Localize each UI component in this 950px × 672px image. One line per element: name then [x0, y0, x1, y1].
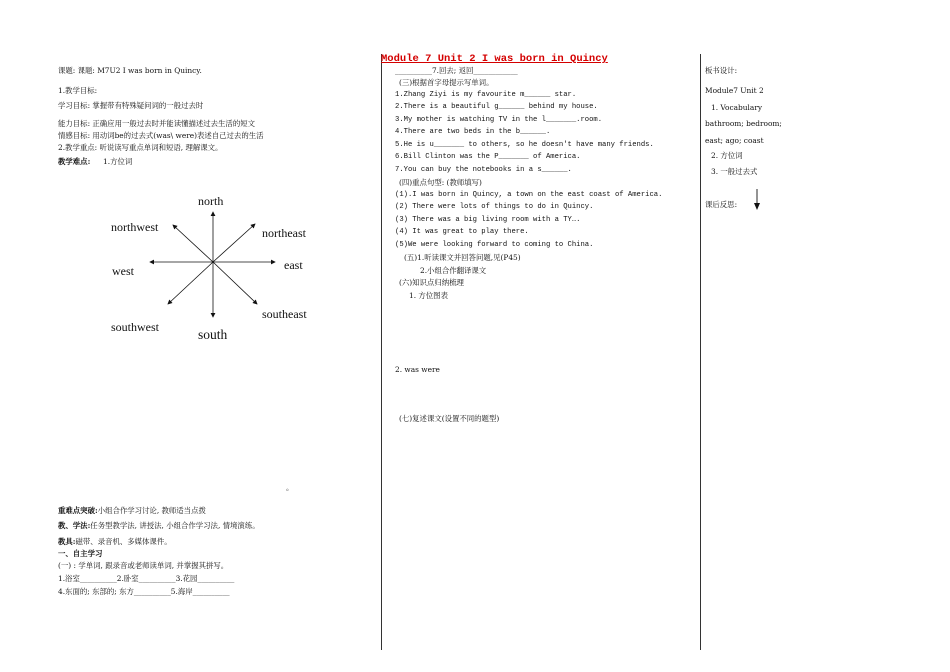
board-vocab-line-2: east; ago; coast — [705, 136, 764, 145]
compass-north: north — [198, 194, 224, 208]
section-listen: (五)1.听读课文并回答问题,见(P45) — [404, 253, 521, 262]
vocab-row-1: 1.浴室__________2.卧室__________3.花园__________ — [58, 574, 235, 583]
compass-northwest: northwest — [111, 220, 159, 234]
fill-item-3: 3.My mother is watching TV in the l_______.room. — [395, 116, 603, 124]
compass-southwest: southwest — [111, 320, 159, 334]
section-translate: 2.小组合作翻译课文 — [420, 266, 487, 275]
difficulty-label: 教学难点: — [58, 157, 91, 166]
board-point-2: 2. 方位词 — [711, 151, 743, 160]
board-point-3: 3. 一般过去式 — [711, 167, 758, 176]
goals-heading: 1.教学目标: — [58, 86, 98, 95]
arrow-northwest — [173, 225, 213, 262]
method-line — [58, 521, 260, 530]
sentence-2: (2) There were lots of things to do in Quincy. — [395, 203, 594, 211]
section-self-study: 一、自主学习 — [58, 549, 103, 558]
breakthrough-text: 小组合作学习讨论, 教师适当点拨 — [97, 506, 206, 515]
goal-ability: 能力目标: 正确应用一般过去时并能读懂描述过去生活的短文 — [58, 119, 255, 128]
page-title: Module 7 Unit 2 I was born in Quincy — [381, 53, 608, 65]
difficulty-line — [58, 157, 132, 166]
fill-item-2: 2.There is a beautiful g______ behind my house. — [395, 103, 598, 111]
tools-text: 磁带、录音机、多媒体课件。 — [75, 537, 172, 546]
fill-item-6: 6.Bill Clinton was the P_______ of America. — [395, 153, 581, 161]
method-text: 任务型教学法, 讲授法, 小组合作学习法, 情境演练。 — [90, 521, 260, 530]
vocab-line-7: __________7.回去; 返回____________ — [395, 66, 518, 75]
key-points: 2.教学重点: 听说读写重点单词和短语, 理解课文。 — [58, 143, 223, 152]
fill-item-4: 4.There are two beds in the b______. — [395, 128, 551, 136]
tools-label: 教具: — [58, 537, 76, 546]
section-sentences-heading: (四)重点句型: (教师填写) — [399, 178, 482, 187]
section-fill-heading: (三)根据首字母提示写单词。 — [399, 78, 494, 87]
compass-northeast: northeast — [262, 226, 306, 240]
fill-item-7: 7.You can buy the notebooks in a s______. — [395, 166, 572, 174]
goal-study: 学习目标: 掌握带有特殊疑问词的一般过去时 — [58, 101, 204, 110]
sentence-3: (3) There was a big living room with a TY…. — [395, 216, 581, 224]
board-design-heading: 板书设计: — [705, 66, 738, 75]
compass-west: west — [112, 264, 134, 278]
section-summary: (六)知识点归纳梳理 — [399, 278, 464, 287]
down-arrow-icon — [753, 189, 761, 211]
board-unit: Module7 Unit 2 — [705, 86, 764, 95]
compass-south: south — [198, 327, 228, 342]
task-vocab: (一) : 学单词, 跟录音或老师读单词, 并掌握其拼写。 — [58, 561, 229, 570]
fill-item-5: 5.He is u_______ to others, so he doesn't have many friends. — [395, 141, 654, 149]
sentence-1: (1).I was born in Quincy, a town on the east coast of America. — [395, 191, 663, 199]
arrow-southeast — [213, 262, 257, 304]
sentence-4: (4) It was great to play there. — [395, 228, 529, 236]
sentence-5: (5)We were looking forward to coming to China. — [395, 241, 594, 249]
vocab-row-2: 4.东面的; 东部的; 东方__________5.海岸__________ — [58, 587, 230, 596]
difficulty-text: 1.方位词 — [103, 157, 133, 166]
stray-dot: 。 — [286, 483, 294, 492]
goal-emotion: 情感目标: 用动词be的过去式(was\ were)表述自己过去的生活 — [58, 131, 264, 140]
board-vocab-heading: 1. Vocabulary — [711, 103, 763, 112]
breakthrough-line — [58, 506, 206, 515]
summary-item-1: 1. 方位图表 — [409, 291, 448, 300]
method-label: 教、学法: — [58, 521, 91, 530]
lesson-topic: 课题: 课题: M7U2 I was born in Quincy. — [58, 66, 202, 75]
fill-item-1: 1.Zhang Ziyi is my favourite m______ star. — [395, 91, 577, 99]
summary-item-2: 2. was were — [395, 365, 440, 374]
compass-southeast: southeast — [262, 307, 307, 321]
arrow-southwest — [168, 262, 213, 304]
column-divider-left — [381, 54, 382, 650]
section-retell: (七)复述课文(设置不同的题型) — [399, 414, 500, 423]
tools-line — [58, 537, 172, 546]
breakthrough-label: 重难点突破: — [58, 506, 98, 515]
board-vocab-line-1: bathroom; bedroom; — [705, 119, 782, 128]
arrow-northeast — [213, 224, 255, 262]
compass-east: east — [284, 258, 303, 272]
column-divider-right — [700, 54, 701, 650]
reflection-heading: 课后反思: — [705, 200, 738, 209]
